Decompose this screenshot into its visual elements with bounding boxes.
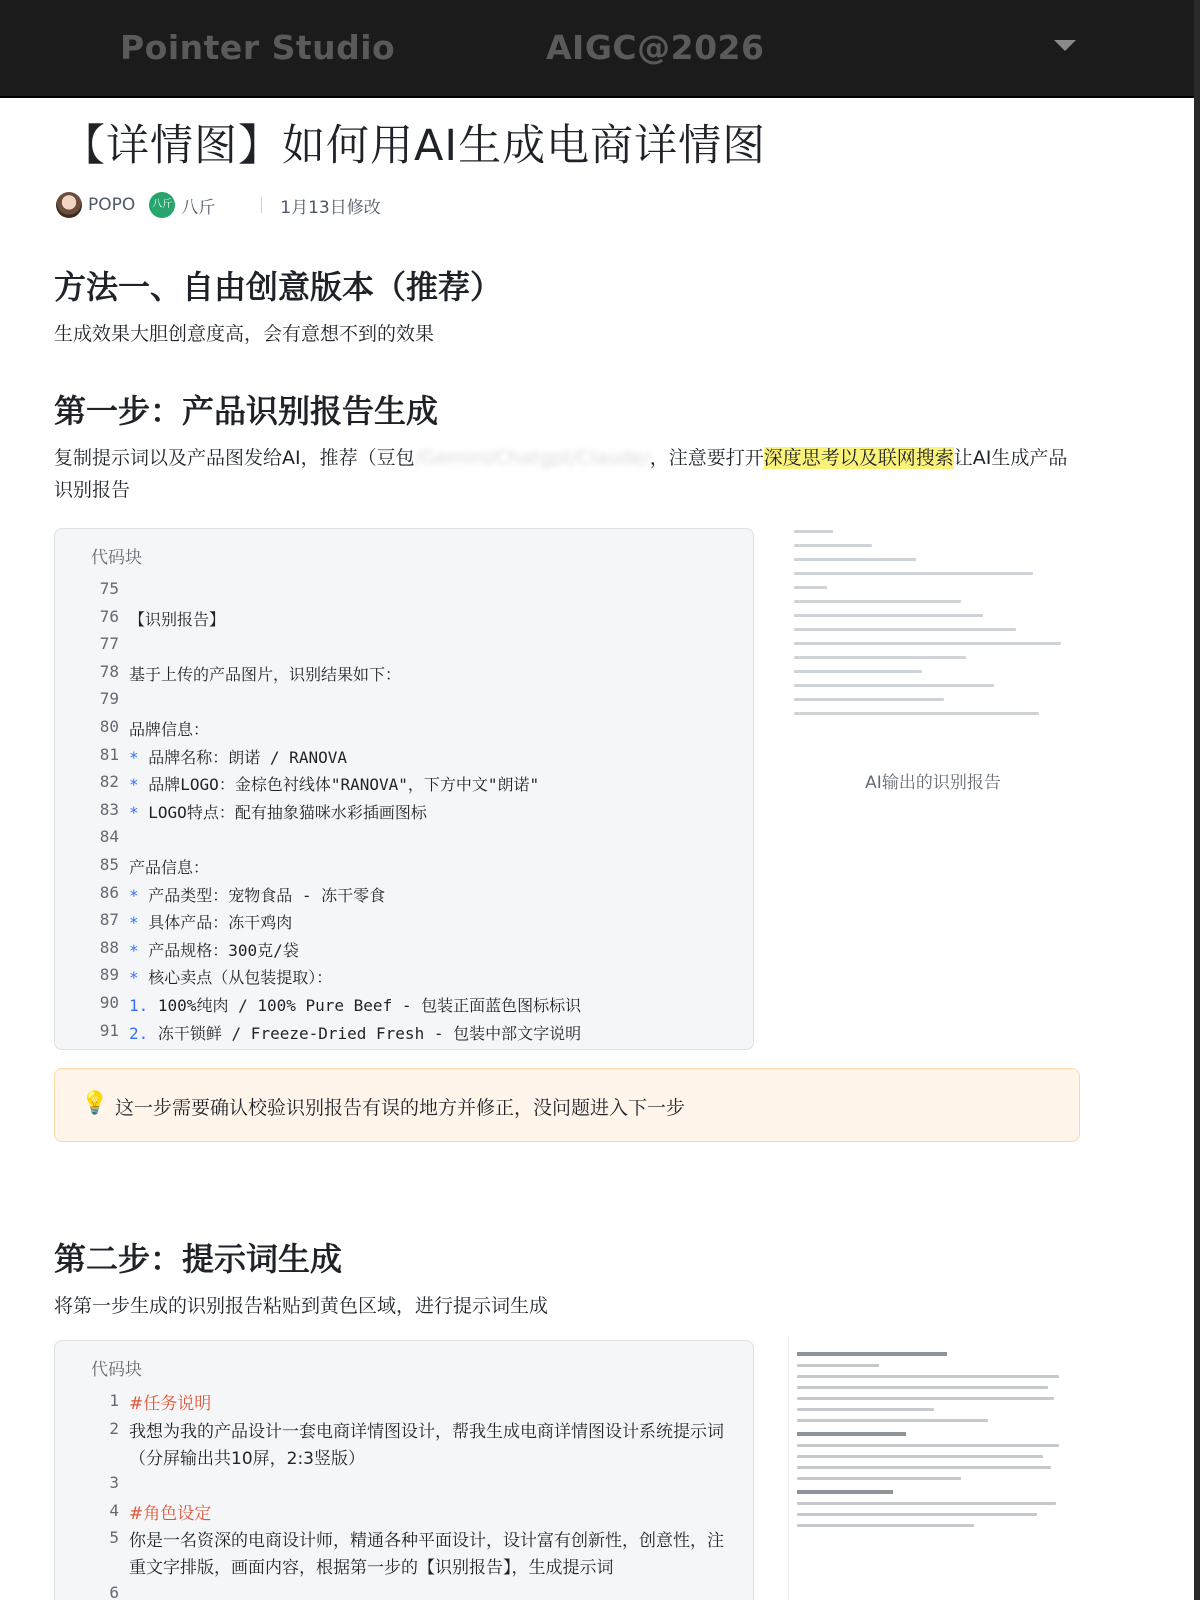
line-text: 冻干锁鲜 / Freeze-Dried Fresh - 包装中部文字说明 [157,1023,582,1043]
top-bar [0,0,1200,98]
line-content [129,965,332,988]
line-number: 87 [99,910,119,930]
section-heading-method: 方法一、自由创意版本（推荐） [54,268,503,306]
line-text: 基于上传的产品图片，识别结果如下： [129,664,402,684]
line-number: 3 [109,1473,119,1492]
line-number: 90 [99,993,119,1012]
line-text: 100%纯肉 / 100% Pure Beef - 包装正面蓝色图标标识 [157,996,582,1015]
line-content [129,607,225,630]
step1-desc-a: 复制提示词以及产品图发给AI，推荐（豆包 [54,447,415,469]
line-text: LOGO特点：配有抽象猫咪水彩插画图标 [148,802,427,822]
line-content [129,745,347,768]
line-text: 【识别报告】 [129,609,226,629]
bulb-icon: 💡 [81,1091,109,1116]
list-marker: * [129,802,139,822]
line-text: 品牌LOGO：金棕色衬线体"RANOVA"，下方中文"朗诺" [148,775,540,795]
line-number: 78 [99,661,119,681]
line-content [129,772,539,795]
line-number: 89 [99,965,119,985]
step1-description [54,442,1074,506]
method-description: 生成效果大胆创意度高，会有意想不到的效果 [54,323,435,345]
line-text: #角色设定 [129,1503,212,1524]
line-number: 91 [99,1020,119,1040]
line-text: #任务说明 [129,1394,212,1414]
line-number: 76 [99,606,119,626]
chevron-down-icon[interactable] [1054,40,1076,51]
line-number: 82 [99,772,119,792]
line-number: 88 [99,937,119,957]
step2-description: 将第一步生成的识别报告粘贴到黄色区域，进行提示词生成 [54,1295,549,1317]
code-block-label: 代码块 [91,548,142,568]
report-image-caption: AI输出的识别报告 [865,773,1001,793]
line-number: 6 [109,1582,119,1600]
avatar-bajin[interactable]: 八斤 [149,192,175,218]
line-content [129,800,427,823]
brand-aigc: AIGC@2026 [546,28,765,67]
line-text: 品牌信息： [129,720,210,739]
line-content [129,717,209,740]
list-marker: * [129,913,139,933]
step1-desc-c: 让AI生成产品识别报告 [54,447,1068,501]
author-popo[interactable]: POPO [88,195,136,215]
line-content [129,883,385,906]
list-marker: * [129,968,139,988]
page-title: 【详情图】如何用AI生成电商详情图 [62,121,767,171]
report-screenshot-image[interactable] [788,526,1078,756]
kv-prompt-screenshot-image[interactable] [788,1336,1078,1600]
line-number: 81 [99,744,119,764]
meta-divider [261,197,262,213]
line-content [129,1021,581,1044]
line-text: 我想为我的产品设计一套电商详情图设计，帮我生成电商详情图设计系统提示词（分屏输出共10屏，2:3竖版） [129,1421,724,1469]
line-text: 品牌名称：朗诺 / RANOVA [148,747,347,767]
line-content [129,662,401,685]
window-edge [1194,0,1200,1600]
line-number: 83 [99,799,119,819]
code-block-report[interactable] [54,528,754,1050]
line-number: 84 [99,827,119,847]
author-bajin[interactable]: 八斤 [181,197,216,218]
line-number: 80 [99,717,119,736]
list-marker: * [129,885,139,905]
line-number: 1 [109,1391,119,1410]
list-marker: 1. [129,996,149,1015]
line-number: 75 [99,579,119,598]
callout-text: 这一步需要确认校验识别报告有误的地方并修正，没问题进入下一步 [115,1097,686,1119]
code-block-prompt[interactable] [54,1340,754,1600]
list-marker: * [129,940,139,960]
tip-callout [54,1068,1080,1142]
line-number: 5 [109,1528,119,1547]
step1-highlight: 深度思考以及联网搜索 [763,447,954,469]
section-heading-step2: 第二步：提示词生成 [54,1240,343,1278]
line-number: 86 [99,882,119,902]
step1-desc-b: ，注意要打开 [649,447,764,469]
line-text: 你是一名资深的电商设计师，精通各种平面设计，设计富有创新性，创意性，注重文字排版，画面内容，根据第一步的【识别报告】，生成提示词 [129,1531,724,1578]
list-marker: * [129,747,139,767]
line-text: 产品规格：300克/袋 [148,940,299,960]
line-number: 79 [99,689,119,709]
line-content [129,993,581,1016]
line-number: 85 [99,855,119,874]
modified-date: 1月13日修改 [280,197,381,218]
step1-desc-blurred: /Gemini/Chatgpt/Claude/ [414,447,650,469]
list-marker: * [129,775,139,795]
line-content [129,938,299,961]
line-text: 产品信息： [129,858,210,877]
list-marker: 2. [129,1023,149,1043]
line-text: 具体产品：冻干鸡肉 [148,913,293,933]
avatar-popo[interactable] [56,192,82,218]
line-number: 2 [109,1418,119,1438]
brand-pointer-studio: Pointer Studio [120,28,396,67]
line-content [129,855,209,878]
section-heading-step1: 第一步：产品识别报告生成 [54,392,439,430]
line-text: 核心卖点（从包装提取）： [148,968,333,988]
line-number: 4 [109,1500,119,1520]
code-block-label-2: 代码块 [91,1360,142,1380]
doc-meta [56,192,381,218]
line-number: 77 [99,634,119,654]
line-text: 产品类型：宠物食品 - 冻干零食 [148,885,386,905]
line-content [129,910,292,933]
